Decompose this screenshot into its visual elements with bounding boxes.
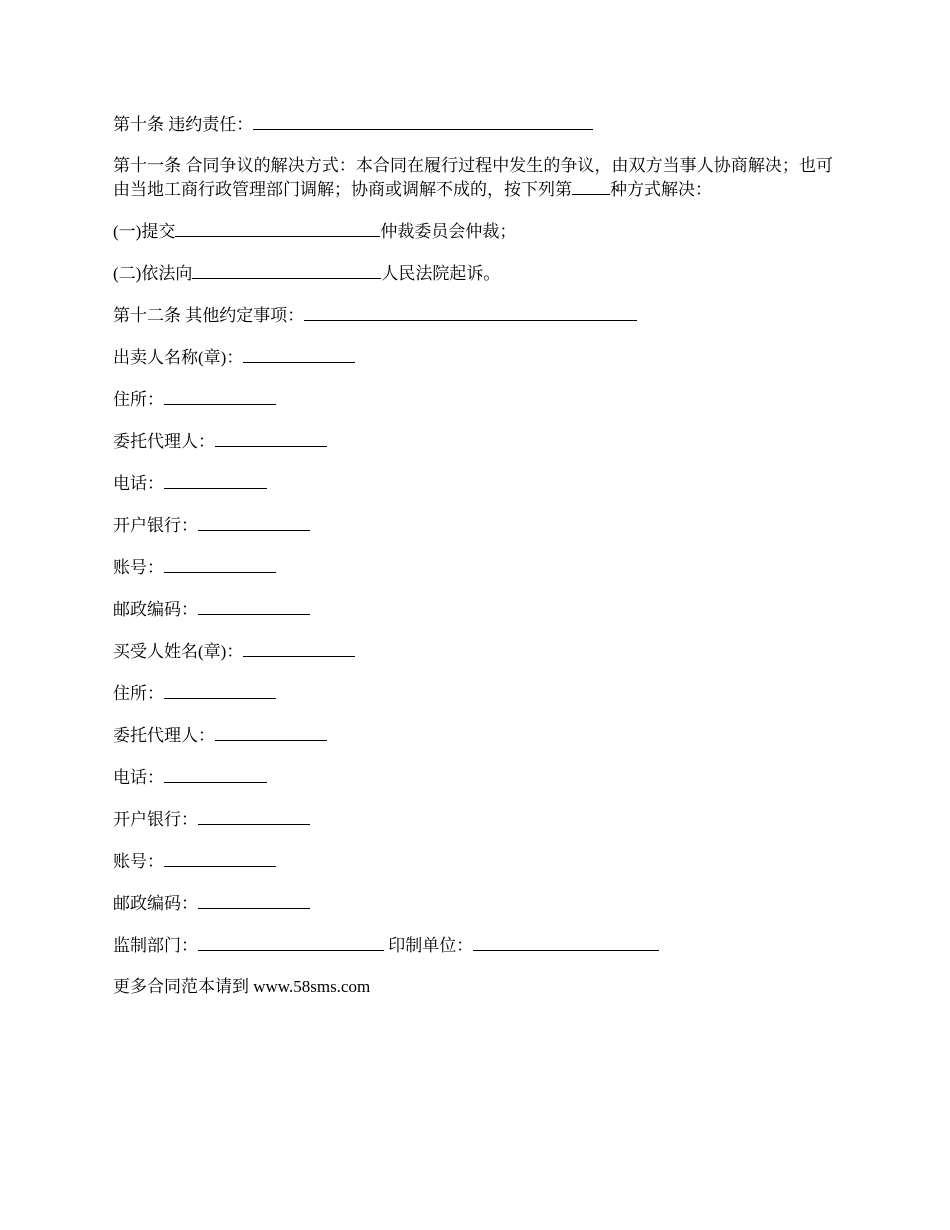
buyer-postcode-blank bbox=[198, 891, 310, 909]
article-11-text: 第十一条 合同争议的解决方式：本合同在履行过程中发生的争议，由双方当事人协商解决；也可由当地工商行政管理部门调解；协商或调解不成的，按下列第 bbox=[113, 156, 833, 199]
supervisor-blank bbox=[198, 933, 384, 951]
seller-agent-line bbox=[113, 429, 833, 453]
option-1-blank bbox=[175, 219, 380, 237]
option-1-prefix: (一)提交 bbox=[113, 222, 176, 241]
option-1-suffix: 仲裁委员会仲裁； bbox=[380, 222, 517, 241]
seller-phone-label: 电话： bbox=[113, 474, 164, 493]
more-templates-line bbox=[113, 975, 833, 998]
buyer-address-label: 住所： bbox=[113, 684, 164, 703]
seller-name-line bbox=[113, 345, 833, 369]
article-12-label: 第十二条 其他约定事项： bbox=[113, 306, 305, 325]
article-12-blank bbox=[304, 303, 637, 321]
buyer-name-label: 买受人姓名(章)： bbox=[113, 642, 244, 661]
option-1-line bbox=[113, 219, 833, 243]
seller-bank-line bbox=[113, 513, 833, 537]
seller-account-blank bbox=[164, 555, 276, 573]
option-2-prefix: (二)依法向 bbox=[113, 264, 193, 283]
buyer-bank-blank bbox=[198, 807, 310, 825]
printer-label: 印制单位： bbox=[388, 936, 474, 955]
seller-account-label: 账号： bbox=[113, 558, 164, 577]
seller-agent-label: 委托代理人： bbox=[113, 432, 215, 451]
seller-name-blank bbox=[243, 345, 355, 363]
option-2-blank bbox=[192, 261, 381, 279]
seller-postcode-label: 邮政编码： bbox=[113, 600, 198, 619]
seller-phone-blank bbox=[164, 471, 267, 489]
printer-blank bbox=[473, 933, 659, 951]
buyer-postcode-line bbox=[113, 891, 833, 915]
buyer-phone-blank bbox=[164, 765, 267, 783]
seller-address-label: 住所： bbox=[113, 390, 164, 409]
contract-page bbox=[113, 112, 833, 1016]
buyer-postcode-label: 邮政编码： bbox=[113, 894, 198, 913]
seller-postcode-line bbox=[113, 597, 833, 621]
article-11-paragraph bbox=[113, 154, 833, 201]
article-10-line bbox=[113, 112, 833, 136]
article-12-line bbox=[113, 303, 833, 327]
seller-address-blank bbox=[164, 387, 276, 405]
article-11-suffix: 种方式解决： bbox=[610, 180, 712, 199]
seller-address-line bbox=[113, 387, 833, 411]
buyer-agent-label: 委托代理人： bbox=[113, 726, 215, 745]
buyer-name-blank bbox=[243, 639, 355, 657]
seller-bank-blank bbox=[198, 513, 310, 531]
buyer-address-line bbox=[113, 681, 833, 705]
seller-postcode-blank bbox=[198, 597, 310, 615]
buyer-agent-blank bbox=[215, 723, 327, 741]
option-2-suffix: 人民法院起诉。 bbox=[381, 264, 501, 283]
option-2-line bbox=[113, 261, 833, 285]
supervisor-printer-line bbox=[113, 933, 833, 957]
buyer-account-label: 账号： bbox=[113, 852, 164, 871]
buyer-address-blank bbox=[164, 681, 276, 699]
buyer-bank-label: 开户银行： bbox=[113, 810, 198, 829]
supervisor-label: 监制部门： bbox=[113, 936, 198, 955]
buyer-account-line bbox=[113, 849, 833, 873]
seller-agent-blank bbox=[215, 429, 327, 447]
buyer-phone-label: 电话： bbox=[113, 768, 164, 787]
article-10-label: 第十条 违约责任： bbox=[113, 115, 254, 134]
buyer-phone-line bbox=[113, 765, 833, 789]
buyer-agent-line bbox=[113, 723, 833, 747]
buyer-name-line bbox=[113, 639, 833, 663]
seller-bank-label: 开户银行： bbox=[113, 516, 198, 535]
seller-account-line bbox=[113, 555, 833, 579]
buyer-account-blank bbox=[164, 849, 276, 867]
seller-phone-line bbox=[113, 471, 833, 495]
more-templates-text: 更多合同范本请到 www.58sms.com bbox=[113, 977, 371, 996]
buyer-bank-line bbox=[113, 807, 833, 831]
article-11-blank bbox=[572, 177, 610, 195]
article-10-blank bbox=[253, 112, 593, 130]
seller-name-label: 出卖人名称(章)： bbox=[113, 348, 244, 367]
